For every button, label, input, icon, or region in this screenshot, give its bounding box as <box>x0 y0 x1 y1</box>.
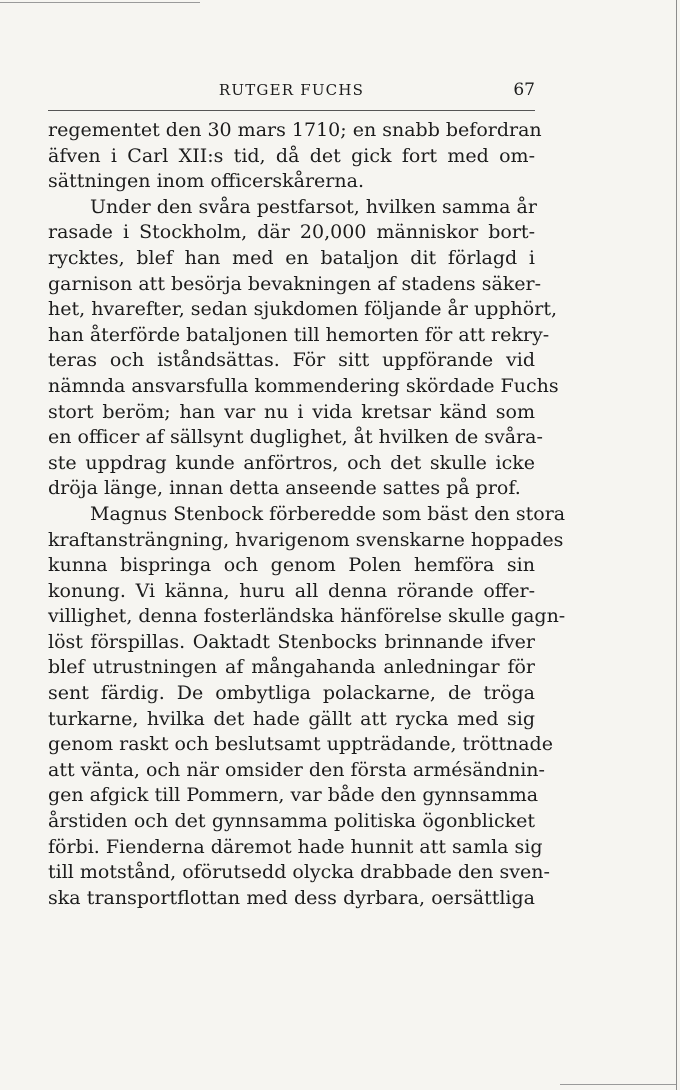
header-rule <box>48 110 535 111</box>
text-line: konung. Vi känna, huru all denna rörande offer- <box>48 579 535 602</box>
text-line: Magnus Stenbock förberedde som bäst den stora <box>90 502 566 525</box>
text-line: Under den svåra pestfarsot, hvilken samma år <box>90 195 537 218</box>
text-line: rycktes, blef han med en bataljon dit förlagd i <box>48 246 535 269</box>
text-line: en officer af sällsynt duglighet, åt hvilken de svåra- <box>48 426 543 449</box>
page-number: 67 <box>513 80 535 100</box>
text-line: att vänta, och när omsider den första armésändnin- <box>48 758 545 781</box>
text-line: stort beröm; han var nu i vida kretsar känd som <box>48 400 535 423</box>
scan-top-edge <box>0 2 200 3</box>
text-line: dröja länge, innan detta anseende sattes på prof. <box>48 477 521 500</box>
text-line: turkarne, hvilka det hade gällt att rycka med sig <box>48 707 535 730</box>
text-line: han återförde bataljonen till hemorten för att rekry- <box>48 323 550 346</box>
text-line: kunna bispringa och genom Polen hemföra sin <box>48 554 535 577</box>
text-line: rasade i Stockholm, där 20,000 människor bort- <box>48 221 535 244</box>
text-line: gen afgick till Pommern, var både den gynnsamma <box>48 784 539 807</box>
text-line: blef utrustningen af mångahanda anledningar för <box>48 656 535 679</box>
text-line: äfven i Carl XII:s tid, då det gick fort med om- <box>48 144 535 167</box>
text-line: sättningen inom officerskårerna. <box>48 170 364 193</box>
text-line: löst förspillas. Oaktadt Stenbocks brinnande ifver <box>48 630 535 653</box>
body-text <box>48 118 566 911</box>
text-line: regementet den 30 mars 1710; en snabb befordran <box>48 119 542 141</box>
text-line: till motstånd, oförutsedd olycka drabbade den sven- <box>48 861 550 884</box>
text-line: nämnda ansvarsfulla kommendering skördade Fuchs <box>48 374 559 397</box>
text-line: genom raskt och beslutsamt uppträdande, tröttnade <box>48 733 553 756</box>
text-line: ste uppdrag kunde anförtros, och det skulle icke <box>48 451 535 474</box>
scan-bottom-edge <box>560 1084 676 1085</box>
text-line: ska transportflottan med dess dyrbara, oersättliga <box>48 886 535 909</box>
text-line: villighet, denna fosterländska hänförelse skulle gagn- <box>48 605 566 628</box>
running-head <box>48 80 535 104</box>
text-line: årstiden och det gynnsamma politiska ögonblicket <box>48 810 535 833</box>
text-line: garnison att besörja bevakningen af stadens säker- <box>48 272 542 295</box>
text-line: sent färdig. De ombytliga polackarne, de tröga <box>48 682 535 705</box>
text-line: förbi. Fienderna däremot hade hunnit att samla sig <box>48 835 543 858</box>
text-line: kraftansträngning, hvarigenom svenskarne hoppades <box>48 528 564 551</box>
text-line: het, hvarefter, sedan sjukdomen följande år upphört, <box>48 298 557 321</box>
text-line: teras och iståndsättas. För sitt uppförande vid <box>48 349 535 372</box>
running-title: RUTGER FUCHS <box>218 81 365 99</box>
scan-right-edge <box>676 0 677 1090</box>
